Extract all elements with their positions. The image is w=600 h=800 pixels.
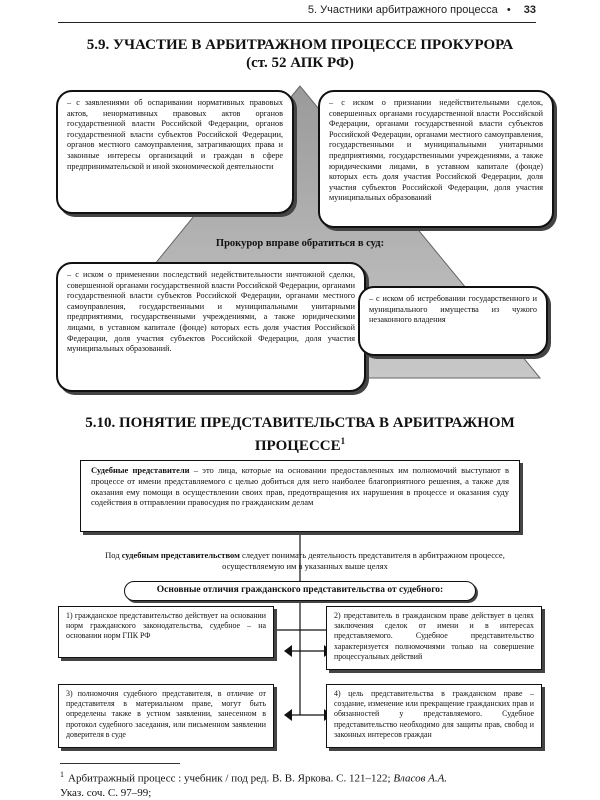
footnote-text: Арбитражный процесс : учебник / под ред. В. В. Яркова. С. 121–122; — [68, 772, 394, 785]
definition-box — [80, 460, 520, 532]
footnote-rule — [60, 763, 180, 764]
differences-heading: Основные отличия гражданского представительства от судебного: — [124, 581, 476, 601]
section-5-10-title-line1: 5.10. ПОНЯТИЕ ПРЕДСТАВИТЕЛЬСТВА В АРБИТРАЖНОМ — [85, 415, 515, 431]
difference-1: 1) гражданское представительство действует на основании норм гражданского законодательства, судебное – на основании норм ГПК РФ — [58, 606, 274, 658]
footnote-text2: Указ. соч. С. 97–99; — [60, 786, 152, 799]
mid-term: судебным представительством — [121, 550, 240, 560]
footnote — [60, 768, 550, 800]
prosecutor-right-box-2: – с иском о признании недействительными сделок, совершенных органами государственной власти Российской Федерации, органами государственной власти субъектов Российской Федерации, органами местного самоуправления, государственными и муниципальными унитарными предприятиями, государственными учреждениями, а также юридическими лицами, в уставном капитале (фонде) которых есть доля участия Российской Федерации, доля участия субъектов Российской Федерации, доля участия муниципальных образований — [318, 90, 554, 228]
running-head-bullet: • — [506, 4, 511, 16]
page-number: 33 — [523, 4, 536, 16]
representation-definition — [100, 550, 510, 572]
difference-3: 3) полномочия судебного представителя, в отличие от представителя в материальном праве, могут быть определены также в устном заявлении, занесенном в протокол судебного заседания, или письменном заявлении доверителя в суде — [58, 684, 274, 748]
prosecutor-right-box-4: – с иском об истребовании государственного и муниципального имущества из чужого незаконного владения — [358, 286, 548, 356]
section-5-10-title-line2: ПРОЦЕССЕ — [254, 438, 341, 454]
definition-text: – это лица, которые на основании предоставленных им полномочий выступают в процессе от имени представляемого с целью добиться для него наиболее благоприятного решения, а также для оказания ему помощи в осуществлении своих прав, предотвращения их нарушения в процессе и оказания суду содействия в отправлении правосудия по гражданским делам — [91, 465, 509, 508]
prosecutor-right-box-1: – с заявлениями об оспаривании нормативных правовых актов, ненормативных правовых актов органов государственной власти Российской Федерации, органов государственной власти субъектов Российской Федерации, органов местного самоуправления, затрагивающих права и законные интересы организаций и граждан в сфере предпринимательской и иной экономической деятельности — [56, 90, 294, 214]
footnote-author: Власов А.А. — [393, 772, 448, 785]
difference-2: 2) представитель в гражданском праве действует в целях заключения сделок от имени и в интересах представляемого. Судебное представительство характеризуется полномочиями только на совершение процессуальных действий — [326, 606, 542, 670]
footnote-ref: 1 — [340, 436, 346, 446]
running-head-title: 5. Участники арбитражного процесса — [307, 4, 498, 16]
mid-text: следует понимать деятельность представителя в арбитражном процессе, осуществляемую им в указанных выше целях — [222, 550, 505, 571]
definition-term: Судебные представители — [91, 465, 190, 475]
mid-prefix: Под — [105, 550, 122, 560]
prosecutor-center-label: Прокурор вправе обратиться в суд: — [215, 238, 385, 249]
prosecutor-right-box-3: – с иском о применении последствий недействительности ничтожной сделки, совершенной органами государственной власти Российской Федерации, органами государственной власти субъектов Российской Федерации, органами местного самоуправления, государственными и муниципальными унитарными предприятиями, государственными учреждениями, а также юридическими лицами, в уставном капитале (фонде) которых есть доля участия Российской Федерации, доля участия субъектов Российской Федерации, доля участия муниципальных образований. — [56, 262, 366, 392]
section-5-9-title-line1: 5.9. УЧАСТИЕ В АРБИТРАЖНОМ ПРОЦЕССЕ ПРОКУРОРА — [86, 37, 514, 53]
section-5-9-title-line2: (ст. 52 АПК РФ) — [246, 55, 354, 71]
difference-4: 4) цель представительства в гражданском праве – создание, изменение или прекращение гражданских прав и обязанностей у представляемого. Судебное представительство необходимо для защиты прав, свобод и законных интересов граждан — [326, 684, 542, 748]
footnote-marker: 1 — [60, 770, 64, 779]
